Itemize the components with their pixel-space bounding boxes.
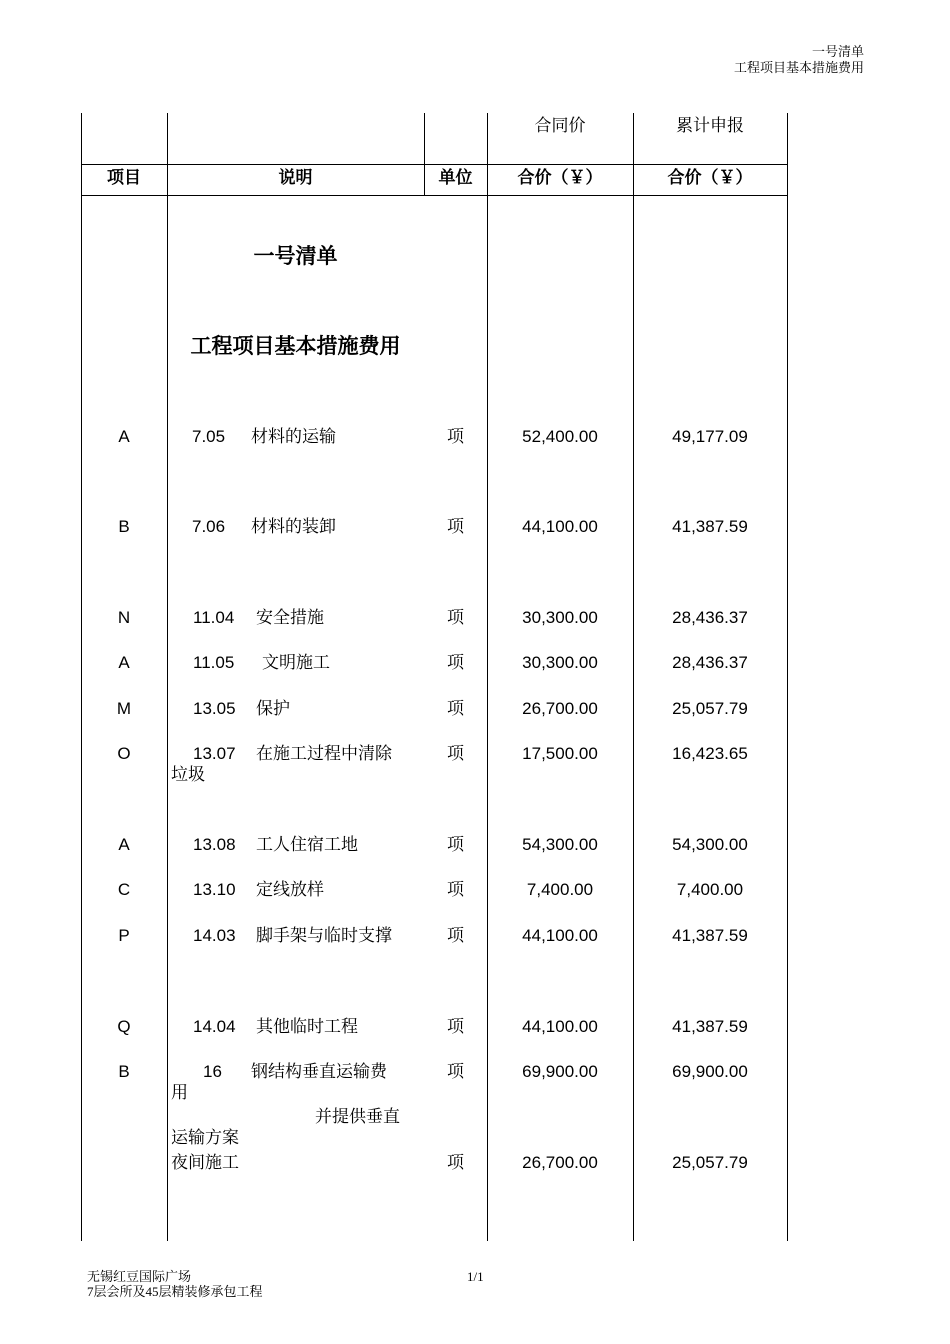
page-header-title: 一号清单	[811, 44, 864, 59]
row-unit: 项	[447, 427, 464, 446]
row-unit: 项	[447, 744, 464, 763]
row-cumulative-amount: 41,387.59	[672, 1017, 748, 1036]
row-cumulative-amount: 16,423.65	[672, 744, 748, 763]
row-description: 材料的装卸	[251, 517, 336, 536]
row-description: 在施工过程中清除	[256, 744, 392, 763]
row-unit: 项	[447, 608, 464, 627]
row-item: A	[118, 653, 130, 672]
row-cumulative-amount: 49,177.09	[672, 427, 748, 446]
row-description: 安全措施	[256, 608, 324, 627]
row-cumulative-amount: 25,057.79	[672, 699, 748, 718]
row-code: 13.10	[193, 880, 236, 899]
row-code: 13.08	[193, 835, 236, 854]
row-item: A	[118, 835, 130, 854]
col-header-unit: 单位	[438, 168, 473, 187]
row-unit: 项	[447, 699, 464, 718]
row-code: 7.06	[192, 517, 226, 536]
row-contract-amount: 44,100.00	[522, 1017, 598, 1036]
row-contract-amount: 26,700.00	[522, 1153, 598, 1172]
row-description-cont: 垃圾	[171, 765, 205, 784]
row-contract-amount: 44,100.00	[522, 926, 598, 945]
row-cumulative-amount: 28,436.37	[672, 608, 748, 627]
row-unit: 项	[447, 835, 464, 854]
row-code: 13.07	[193, 744, 236, 763]
row-item: Q	[117, 1017, 131, 1036]
row-description: 夜间施工	[171, 1153, 239, 1172]
footer-project-scope: 7层会所及45层精装修承包工程	[87, 1284, 263, 1299]
row-code: 11.05	[193, 653, 235, 672]
row-contract-amount: 54,300.00	[522, 835, 598, 854]
footer-project-name: 无锡红豆国际广场	[87, 1269, 192, 1284]
section-title: 一号清单	[253, 245, 338, 268]
row-cumulative-amount: 7,400.00	[676, 880, 744, 899]
col-header-item: 项目	[107, 168, 141, 187]
row-unit: 项	[447, 880, 464, 899]
row-item: N	[117, 608, 131, 627]
row-unit: 项	[447, 653, 464, 672]
col-header-description: 说明	[278, 168, 313, 187]
row-description-cont: 运输方案	[171, 1128, 239, 1147]
row-description: 保护	[256, 699, 290, 718]
section-subtitle: 工程项目基本措施费用	[190, 335, 401, 358]
row-item: B	[118, 1062, 130, 1081]
row-item: O	[117, 744, 131, 763]
row-description-cont: 并提供垂直	[315, 1107, 400, 1126]
row-description: 脚手架与临时支撑	[256, 926, 392, 945]
row-description-cont: 用	[171, 1083, 188, 1102]
row-description: 材料的运输	[251, 427, 336, 446]
row-cumulative-amount: 25,057.79	[672, 1153, 748, 1172]
row-description: 其他临时工程	[256, 1017, 358, 1036]
row-description: 定线放样	[256, 880, 324, 899]
row-cumulative-amount: 41,387.59	[672, 926, 748, 945]
row-contract-amount: 69,900.00	[522, 1062, 598, 1081]
row-contract-amount: 17,500.00	[522, 744, 598, 763]
row-contract-amount: 7,400.00	[526, 880, 594, 899]
row-cumulative-amount: 54,300.00	[672, 835, 748, 854]
col-header-cumulative-total: 合价（￥）	[667, 168, 753, 187]
row-code: 14.04	[193, 1017, 236, 1036]
row-contract-amount: 44,100.00	[522, 517, 598, 536]
row-cumulative-amount: 69,900.00	[672, 1062, 748, 1081]
row-unit: 项	[447, 1153, 464, 1172]
row-item: P	[118, 926, 130, 945]
row-item: B	[118, 517, 130, 536]
row-code: 11.04	[193, 608, 235, 627]
row-cumulative-amount: 41,387.59	[672, 517, 748, 536]
row-unit: 项	[447, 1017, 464, 1036]
row-unit: 项	[447, 517, 464, 536]
col-header-contract-total: 合价（￥）	[517, 168, 603, 187]
row-description: 钢结构垂直运输费	[251, 1062, 387, 1081]
row-item: C	[117, 880, 131, 899]
page-header-subtitle: 工程项目基本措施费用	[733, 60, 864, 75]
row-unit: 项	[447, 1062, 464, 1081]
row-code: 14.03	[193, 926, 236, 945]
row-unit: 项	[447, 926, 464, 945]
row-contract-amount: 26,700.00	[522, 699, 598, 718]
row-item: M	[116, 699, 132, 718]
row-item: A	[118, 427, 130, 446]
row-contract-amount: 52,400.00	[522, 427, 598, 446]
row-cumulative-amount: 28,436.37	[672, 653, 748, 672]
header-contract-price: 合同价	[534, 116, 586, 135]
row-description: 文明施工	[262, 653, 330, 672]
row-code: 7.05	[192, 427, 226, 446]
row-code: 16	[203, 1062, 222, 1081]
footer-page-number: 1/1	[467, 1269, 484, 1284]
row-description: 工人住宿工地	[256, 835, 358, 854]
row-contract-amount: 30,300.00	[522, 653, 598, 672]
row-contract-amount: 30,300.00	[522, 608, 598, 627]
header-cumulative-report: 累计申报	[676, 116, 744, 135]
row-code: 13.05	[193, 699, 236, 718]
